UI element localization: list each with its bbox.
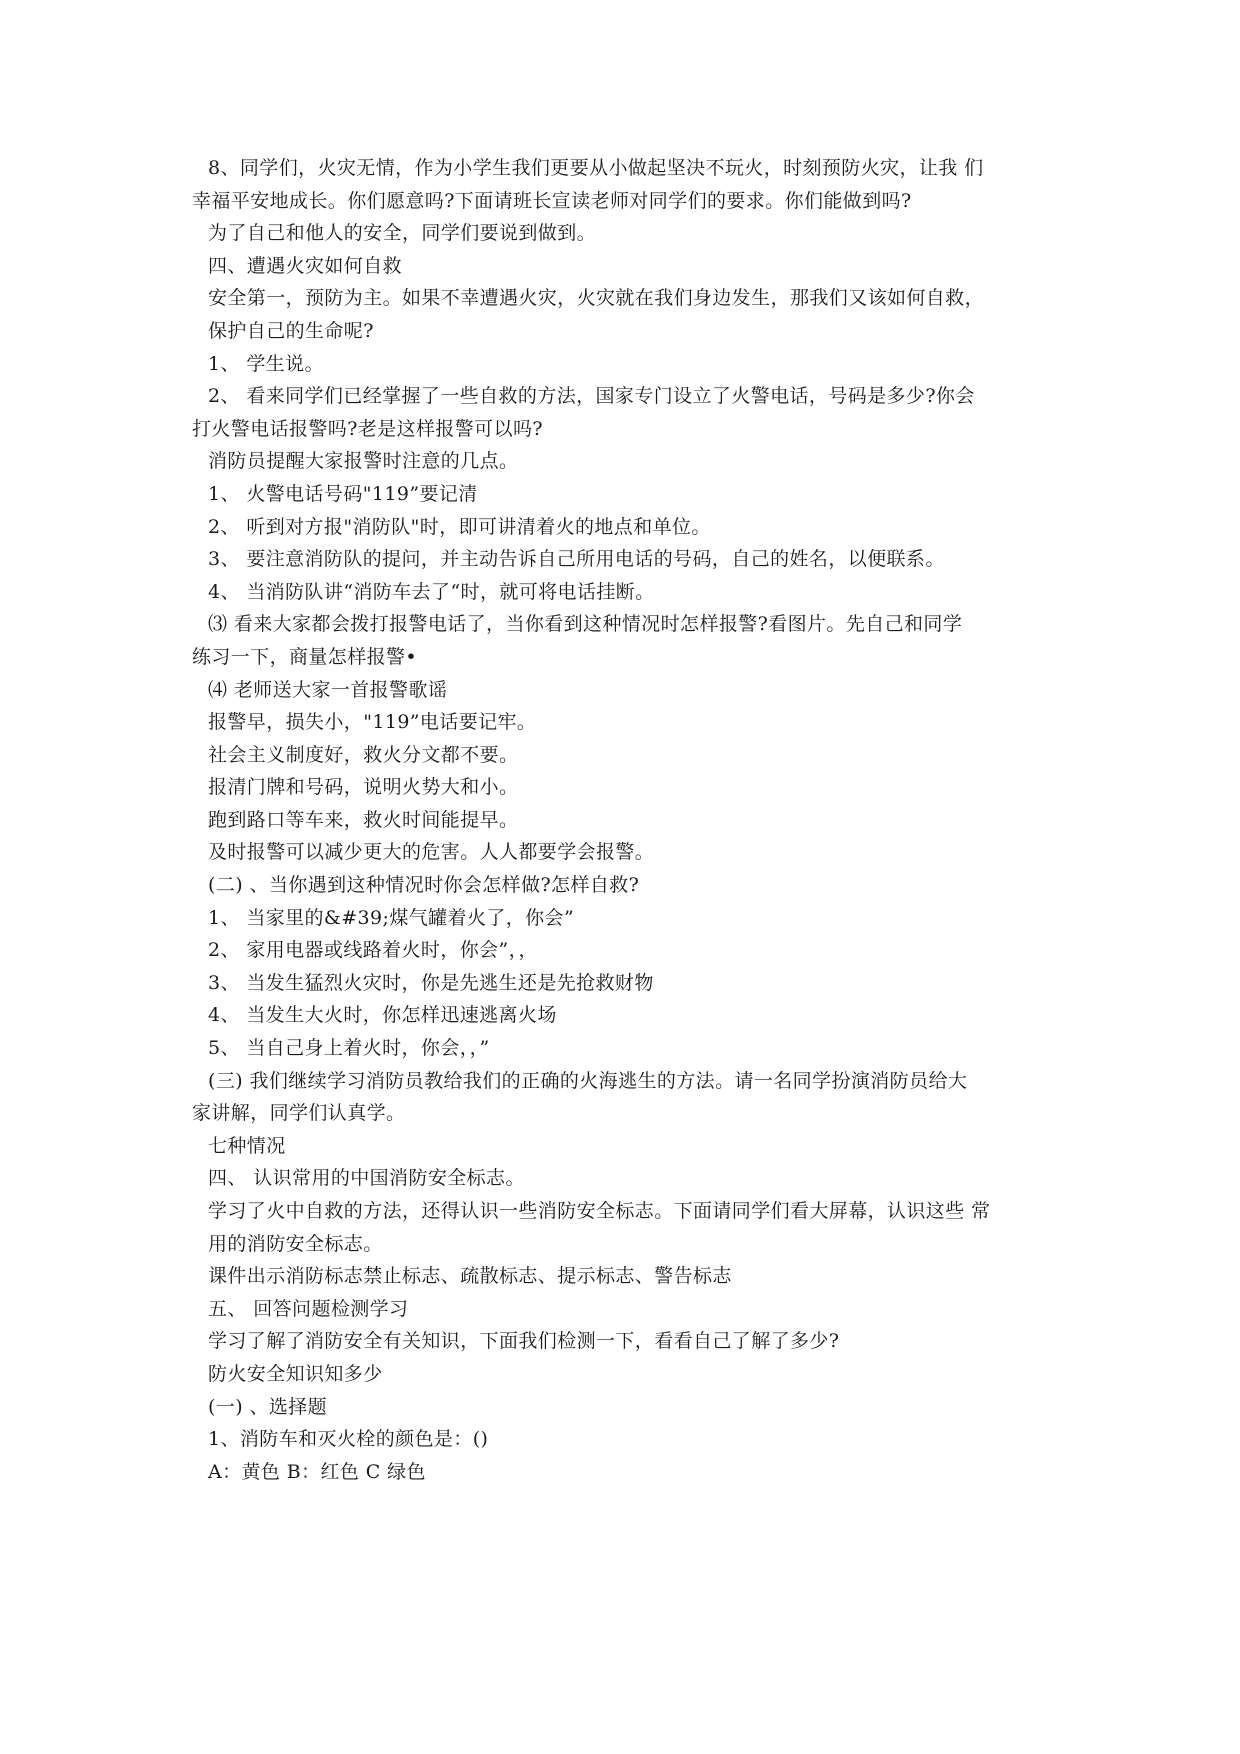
text-line: 5、 当自己身上着火时，你会，，” <box>208 1037 490 1060</box>
text-line: 课件出示消防标志禁止标志、疏散标志、提示标志、警告标志 <box>208 1265 732 1288</box>
text-line: 消防员提醒大家报警时注意的几点。 <box>208 450 519 473</box>
text-line: 1、 学生说。 <box>208 352 324 375</box>
text-line: 七种情况 <box>208 1134 286 1157</box>
text-line: 报警早，损失小，"119”电话要记牢。 <box>208 711 537 734</box>
text-line: 及时报警可以减少更大的危害。人人都要学会报警。 <box>208 841 655 864</box>
text-line: 安全第一，预防为主。如果不幸遭遇火灾，火灾就在我们身边发生，那我们又该如何自救， <box>208 287 985 310</box>
text-line: 四、 认识常用的中国消防安全标志。 <box>208 1167 525 1190</box>
text-line: 保护自己的生命呢? <box>208 319 374 342</box>
text-line: 学习了解了消防安全有关知识，下面我们检测一下，看看自己了解了多少? <box>208 1330 840 1353</box>
text-line: 五、 回答问题检测学习 <box>208 1297 409 1320</box>
text-line: 1、消防车和灭火栓的颜色是：() <box>208 1428 489 1451</box>
text-line: 学习了火中自救的方法，还得认识一些消防安全标志。下面请同学们看大屏幕，认识这些 常 <box>208 1200 991 1222</box>
text-line: 2、 听到对方报"消防队"时，即可讲清着火的地点和单位。 <box>208 515 711 538</box>
text-line: 四、遭遇火灾如何自救 <box>208 254 403 277</box>
text-line: (三) 我们继续学习消防员教给我们的正确的火海逃生的方法。请一名同学扮演消防员给大 <box>208 1069 968 1092</box>
text-line: (二) 、当你遇到这种情况时你会怎样做?怎样自救? <box>208 874 640 897</box>
text-line: 3、 要注意消防队的提问，并主动告诉自己所用电话的号码，自己的姓名，以便联系。 <box>208 548 945 571</box>
text-line: 幸福平安地成长。你们愿意吗?下面请班长宣读老师对同学们的要求。你们能做到吗? <box>192 189 912 212</box>
text-line: 为了自己和他人的安全，同学们要说到做到。 <box>208 222 597 245</box>
text-line: ⑶ 看来大家都会拨打报警电话了，当你看到这种情况时怎样报警?看图片。先自己和同学 <box>208 613 963 636</box>
text-line: 1、 当家里的&#39;煤气罐着火了，你会” <box>208 906 575 929</box>
text-line: 防火安全知识知多少 <box>208 1362 383 1385</box>
text-line: 3、 当发生猛烈火灾时，你是先逃生还是先抢救财物 <box>208 971 654 994</box>
text-line: 练习一下，商量怎样报警• <box>192 645 418 668</box>
text-line: 4、 当发生大火时，你怎样迅速逃离火场 <box>208 1004 557 1027</box>
text-line: (一) 、选择题 <box>208 1395 328 1418</box>
text-line: 社会主义制度好，救火分文都不要。 <box>208 743 519 766</box>
text-line: 用的消防安全标志。 <box>208 1232 383 1255</box>
text-line: 家讲解，同学们认真学。 <box>192 1102 406 1125</box>
text-line: ⑷ 老师送大家一首报警歌谣 <box>208 678 448 701</box>
text-line: 打火警电话报警吗?老是这样报警可以吗? <box>192 417 543 440</box>
text-line: A：黄色 B：红色 C 绿色 <box>208 1460 426 1483</box>
text-line: 8、同学们，火灾无情，作为小学生我们更要从小做起坚决不玩火，时刻预防火灾，让我 们 <box>208 157 984 179</box>
text-line: 2、 家用电器或线路着火时，你会”，， <box>208 939 538 962</box>
text-line: 2、 看来同学们已经掌握了一些自救的方法，国家专门设立了火警电话，号码是多少?你会 <box>208 385 975 408</box>
text-line: 1、 火警电话号码"119”要记清 <box>208 482 478 505</box>
document-body <box>192 152 1068 1488</box>
text-line: 报清门牌和号码，说明火势大和小。 <box>208 776 519 799</box>
text-line: 跑到路口等车来，救火时间能提早。 <box>208 808 519 831</box>
text-line: 4、 当消防队讲“消防车去了“时，就可将电话挂断。 <box>208 580 655 603</box>
